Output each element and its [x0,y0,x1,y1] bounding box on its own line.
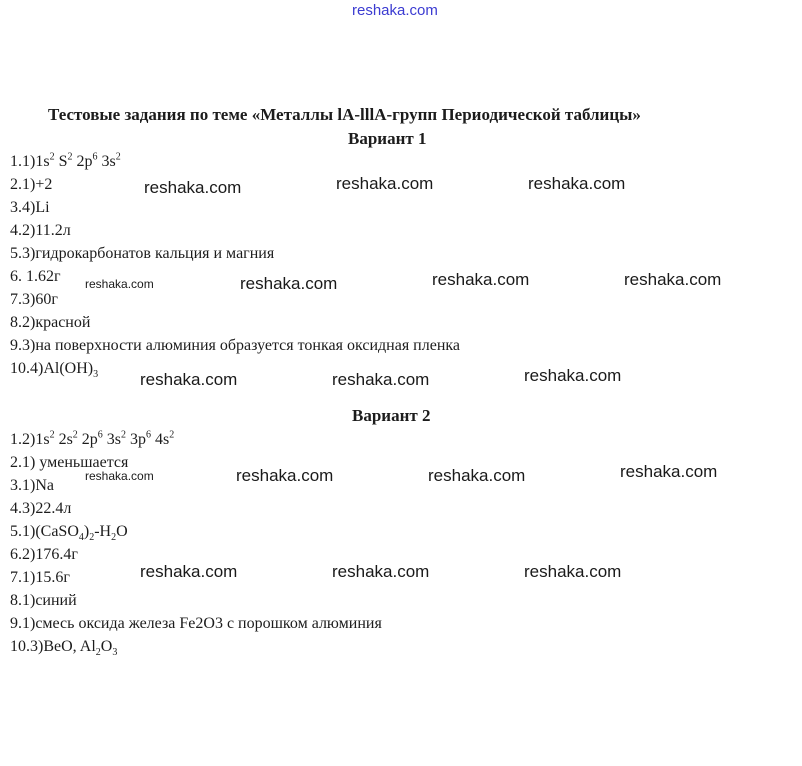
watermark: reshaka.com [85,277,154,291]
answer-v1-7: 7.3)60г [10,291,58,308]
answer-v1-9: 9.3)на поверхности алюминия образуется тонкая оксидная пленка [10,337,461,354]
watermark: reshaka.com [240,274,338,293]
watermark: reshaka.com [432,270,530,289]
answer-v2-5: $5.1)(CaSO_4)_2-H_2O$ [10,523,128,544]
watermark: reshaka.com [428,466,526,485]
variant-2-heading: Вариант 2 [352,406,431,425]
watermark: reshaka.com [524,562,622,581]
answer-v2-10: 10.3)BeO, $Al_2O_3$ [10,638,118,659]
variant-1-heading: Вариант 1 [348,129,427,148]
answer-v1-5: 5.3)гидрокарбонатов кальция и магния [10,245,275,262]
answer-v2-7: 7.1)15.6г [10,569,70,586]
answer-v1-3: 3.4)Li [10,199,50,216]
watermark: reshaka.com [524,366,622,385]
answer-v2-3: 3.1)Na [10,477,54,494]
variant-2-answers [10,428,382,658]
site-header-link[interactable]: reshaka.com [352,2,438,19]
answer-v1-8: 8.2)красной [10,314,91,331]
answer-v1-6: 6. 1.62г [10,268,61,285]
answer-v2-4: 4.3)22.4л [10,500,72,517]
document-title: Тестовые задания по теме «Металлы lA-lllA-групп Периодической таблицы» [48,105,641,124]
watermark: reshaka.com [140,370,238,389]
answer-v2-2: 2.1) уменьшается [10,454,129,471]
answer-v1-10: $10.4)Al(OH)_3$ [10,360,99,381]
watermark: reshaka.com [332,562,430,581]
watermark: reshaka.com [528,174,626,193]
watermark: reshaka.com [336,174,434,193]
answer-v1-1: $1.1)1s^2$ $S^2$ $2p^6$ $3s^2$ [10,151,121,170]
answer-v2-9: 9.1)смесь оксида железа Fe2O3 с порошком алюминия [10,615,382,632]
answer-v1-2: 2.1)+2 [10,176,53,193]
watermark: reshaka.com [620,462,718,481]
watermark: reshaka.com [140,562,238,581]
answer-v2-1: $1.2)1s^2$ $2s^2$ $2p^6$ $3s^2$ $3p^6$ $4s^2$ [10,429,175,448]
watermark: reshaka.com [144,178,242,197]
watermark: reshaka.com [624,270,722,289]
watermark: reshaka.com [236,466,334,485]
answer-v2-8: 8.1)синий [10,592,77,609]
answer-v1-4: 4.2)11.2л [10,222,71,239]
watermark: reshaka.com [332,370,430,389]
answer-v2-6: 6.2)176.4г [10,546,78,563]
watermark: reshaka.com [85,469,154,483]
